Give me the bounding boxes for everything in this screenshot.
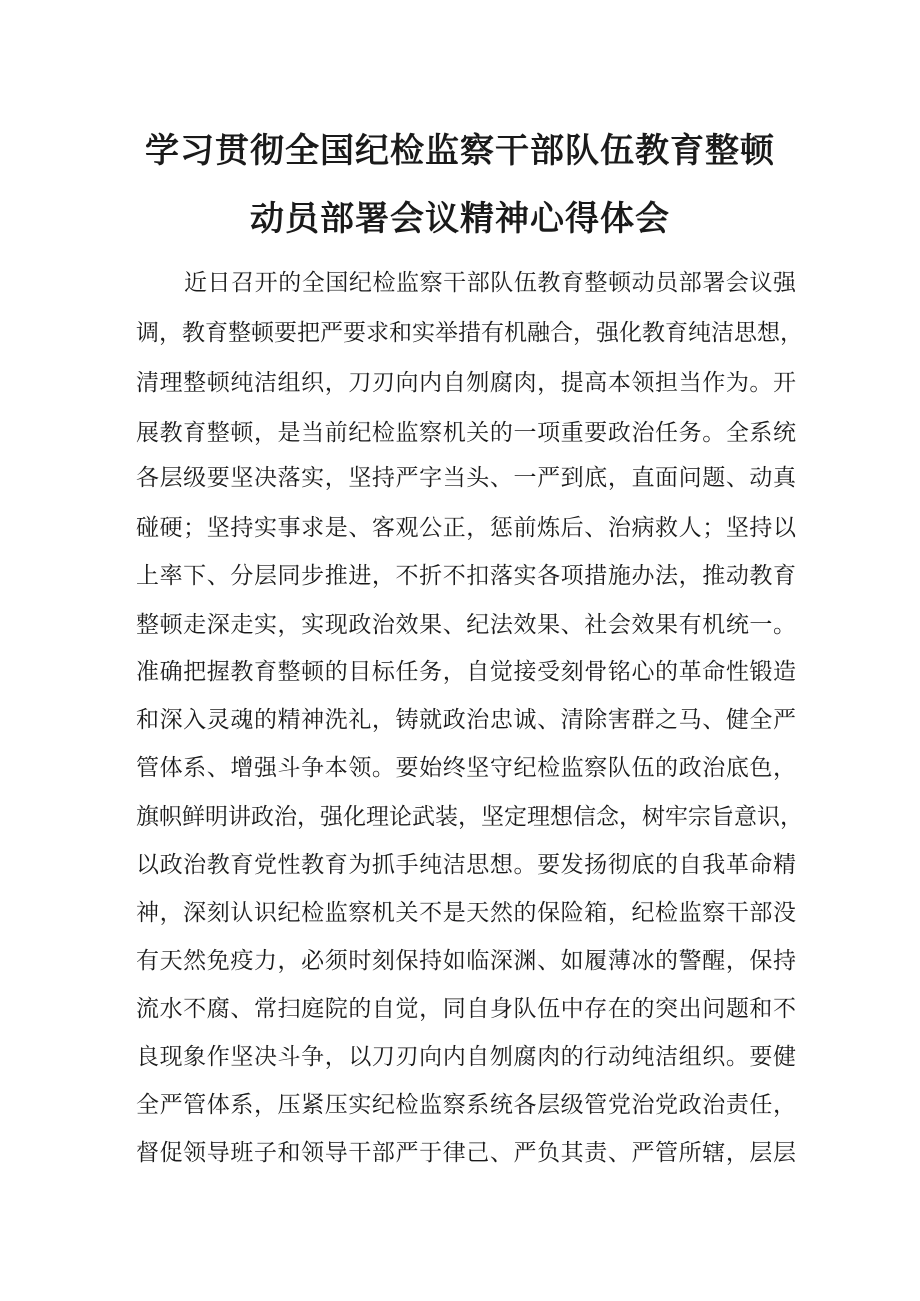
- paragraph-line: 整顿走深走实，实现政治效果、纪法效果、社会效果有机统一。: [136, 612, 796, 638]
- paragraph-line: 流水不腐、常扫庭院的自觉，同自身队伍中存在的突出问题和不: [136, 996, 796, 1022]
- paragraph-line: 全严管体系，压紧压实纪检监察系统各层级管党治党政治责任，: [136, 1092, 796, 1118]
- paragraph-line: 旗帜鲜明讲政治，强化理论武装，坚定理想信念，树牢宗旨意识，: [136, 804, 803, 830]
- paragraph-line: 调，教育整顿要把严要求和实举措有机融合，强化教育纯洁思想，: [136, 320, 803, 346]
- paragraph-line: 神，深刻认识纪检监察机关不是天然的保险箱，纪检监察干部没: [136, 900, 796, 926]
- paragraph-line: 以政治教育党性教育为抓手纯洁思想。要发扬彻底的自我革命精: [136, 852, 796, 878]
- paragraph-line: 和深入灵魂的精神洗礼，铸就政治忠诚、清除害群之马、健全严: [136, 707, 796, 733]
- paragraph-line: 有天然免疫力，必须时刻保持如临深渊、如履薄冰的警醒，保持: [136, 948, 796, 974]
- document-title-line-2: 动员部署会议精神心得体会: [250, 199, 670, 239]
- paragraph-line: 清理整顿纯洁组织，刀刃向内自刎腐肉，提高本领担当作为。开: [136, 370, 796, 396]
- paragraph-line: 上率下、分层同步推进，不折不扣落实各项措施办法，推动教育: [136, 563, 796, 589]
- paragraph-line: 准确把握教育整顿的目标任务，自觉接受刻骨铭心的革命性锻造: [136, 659, 796, 685]
- paragraph-line: 展教育整顿，是当前纪检监察机关的一项重要政治任务。全系统: [136, 420, 796, 446]
- document-title-line-1: 学习贯彻全国纪检监察干部队伍教育整顿: [145, 131, 775, 171]
- paragraph-line: 督促领导班子和领导干部严于律己、严负其责、严管所辖，层层: [136, 1140, 796, 1166]
- paragraph-line: 良现象作坚决斗争，以刀刃向内自刎腐肉的行动纯洁组织。要健: [136, 1044, 796, 1070]
- paragraph-line: 各层级要坚决落实，坚持严字当头、一严到底，直面问题、动真: [136, 465, 796, 491]
- paragraph-line: 碰硬；坚持实事求是、客观公正，惩前炼后、治病救人；坚持以: [136, 515, 796, 541]
- paragraph-line: 管体系、增强斗争本领。要始终坚守纪检监察队伍的政治底色，: [136, 755, 796, 781]
- paragraph-line: 近日召开的全国纪检监察干部队伍教育整顿动员部署会议强: [184, 270, 796, 296]
